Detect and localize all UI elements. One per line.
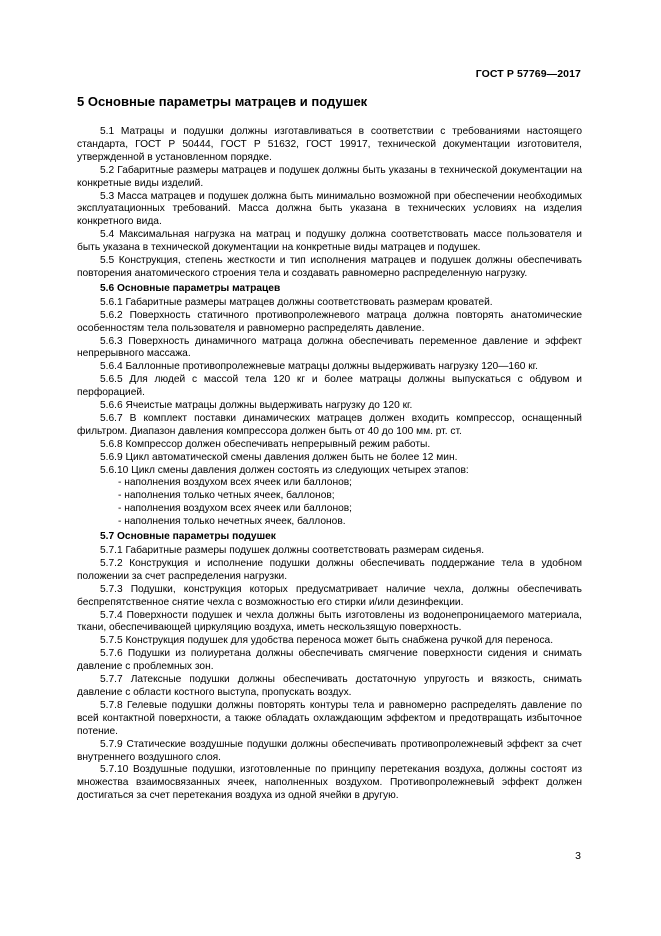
paragraph-5-6-10: 5.6.10 Цикл смены давления должен состоять из следующих четырех этапов: bbox=[100, 464, 469, 476]
list-item-stage-1: - наполнения воздухом всех ячеек или баллонов; bbox=[118, 477, 353, 489]
paragraph-5-7-3: 5.7.3 Подушки, конструкция которых предусматривает наличие чехла, должны обеспечивать беспрепятственное снятие чехла с возможностью его стирки и/или дезинфекции. bbox=[77, 583, 582, 608]
paragraph-5-2: 5.2 Габаритные размеры матрацев и подушек должны быть указаны в технической документации на конкретные виды изделий. bbox=[77, 164, 582, 189]
paragraph-5-6-6: 5.6.6 Ячеистые матрацы должны выдерживать нагрузку до 120 кг. bbox=[100, 400, 413, 412]
list-item-stage-3: - наполнения воздухом всех ячеек или баллонов; bbox=[118, 503, 353, 515]
paragraph-5-6-2: 5.6.2 Поверхность статичного противопролежневого матраца должна повторять анатомические особенностям тела пользователя и равномерно распределять давление. bbox=[77, 309, 582, 334]
paragraph-5-6-5: 5.6.5 Для людей с массой тела 120 кг и более матрацы должны выпускаться с обдувом и перфорацией. bbox=[77, 374, 582, 399]
paragraph-5-7-5: 5.7.5 Конструкция подушек для удобства переноса может быть снабжена ручкой для переноса. bbox=[100, 635, 554, 647]
paragraph-5-6-9: 5.6.9 Цикл автоматической смены давления должен быть не более 12 мин. bbox=[100, 451, 458, 463]
paragraph-5-4: 5.4 Максимальная нагрузка на матрац и подушку должна соответствовать массе пользователя и быть указана в технической документации на конкретные виды матрацев и подушек. bbox=[77, 229, 582, 254]
paragraph-5-7-8: 5.7.8 Гелевые подушки должны повторять контуры тела и равномерно распределять давление по всей контактной поверхности, а также обладать охлаждающим эффектом и предотвращать избыточное потение. bbox=[77, 699, 582, 737]
paragraph-5-7-1: 5.7.1 Габаритные размеры подушек должны соответствовать размерам сиденья. bbox=[100, 545, 485, 556]
paragraph-5-6-7: 5.6.7 В комплект поставки динамических матрацев должен входить компрессор, оснащенный фильтром. Диапазон давления компрессора должен быть от 40 до 100 мм. рт. ст. bbox=[77, 412, 582, 437]
paragraph-5-7-10: 5.7.10 Воздушные подушки, изготовленные по принципу перетекания воздуха, должны состоят из множества взаимосвязанных ячеек, наполненных воздухом. Противопролежневый эффект должен достигаться за счет перетекания воздуха из одной ячейки в другую. bbox=[77, 764, 582, 802]
section-title: 5 Основные параметры матрацев и подушек bbox=[77, 94, 368, 109]
paragraph-5-5: 5.5 Конструкция, степень жесткости и тип исполнения матрацев и подушек должны обеспечивать повторения анатомического строения тела и создавать равномерно распределенную нагрузку. bbox=[77, 255, 582, 279]
paragraph-5-7-4: 5.7.4 Поверхности подушек и чехла должны быть изготовлены из водонепроницаемого материала, ткани, обеспечивающей циркуляцию воздуха, иметь нескользящую поверхность. bbox=[77, 609, 582, 634]
list-item-stage-4: - наполнения только нечетных ячеек, баллонов. bbox=[118, 516, 346, 528]
subsection-heading-5-7: 5.7 Основные параметры подушек bbox=[100, 531, 276, 543]
paragraph-5-3: 5.3 Масса матрацев и подушек должна быть минимально возможной при обеспечении необходимых эксплуатационных требований. Масса должна быть указана в технических условиях на изделия конкретного вида. bbox=[77, 190, 582, 228]
document-standard-code: ГОСТ Р 57769—2017 bbox=[475, 68, 581, 80]
paragraph-5-6-3: 5.6.3 Поверхность динамичного матраца должна обеспечивать переменное давление и эффект непрерывного массажа. bbox=[77, 335, 582, 360]
subsection-heading-5-6: 5.6 Основные параметры матрацев bbox=[100, 282, 281, 294]
paragraph-5-7-6: 5.7.6 Подушки из полиуретана должны обеспечивать смягчение поверхности сидения и снимать давление с проблемных зон. bbox=[77, 648, 582, 673]
paragraph-5-7-7: 5.7.7 Латексные подушки должны обеспечивать достаточную упругость и вязкость, снимать давление с области костного выступа, пропускать воздух. bbox=[77, 674, 582, 698]
list-item-stage-2: - наполнения только четных ячеек, баллонов; bbox=[118, 490, 335, 502]
paragraph-5-6-4: 5.6.4 Баллонные противопролежневые матрацы должны выдерживать нагрузку 120—160 кг. bbox=[100, 361, 538, 373]
page-number: 3 bbox=[575, 850, 581, 862]
paragraph-5-7-9: 5.7.9 Статические воздушные подушки должны обеспечивать противопролежневый эффект за счет внутреннего воздушного слоя. bbox=[77, 738, 582, 763]
paragraph-5-6-1: 5.6.1 Габаритные размеры матрацев должны соответствовать размерам кроватей. bbox=[100, 296, 493, 308]
paragraph-5-1: 5.1 Матрацы и подушки должны изготавливаться в соответствии с требованиями настоящего стандарта, ГОСТ Р 50444, ГОСТ Р 51632, ГОСТ 19917, технической документации изготовителя, утвержденной в установленном порядке. bbox=[77, 126, 582, 163]
paragraph-5-7-2: 5.7.2 Конструкция и исполнение подушки должны обеспечивать поддержание тела в удобном положении за счет распределения нагрузки. bbox=[77, 557, 582, 582]
paragraph-5-6-8: 5.6.8 Компрессор должен обеспечивать непрерывный режим работы. bbox=[100, 438, 431, 450]
document-body bbox=[77, 126, 582, 803]
